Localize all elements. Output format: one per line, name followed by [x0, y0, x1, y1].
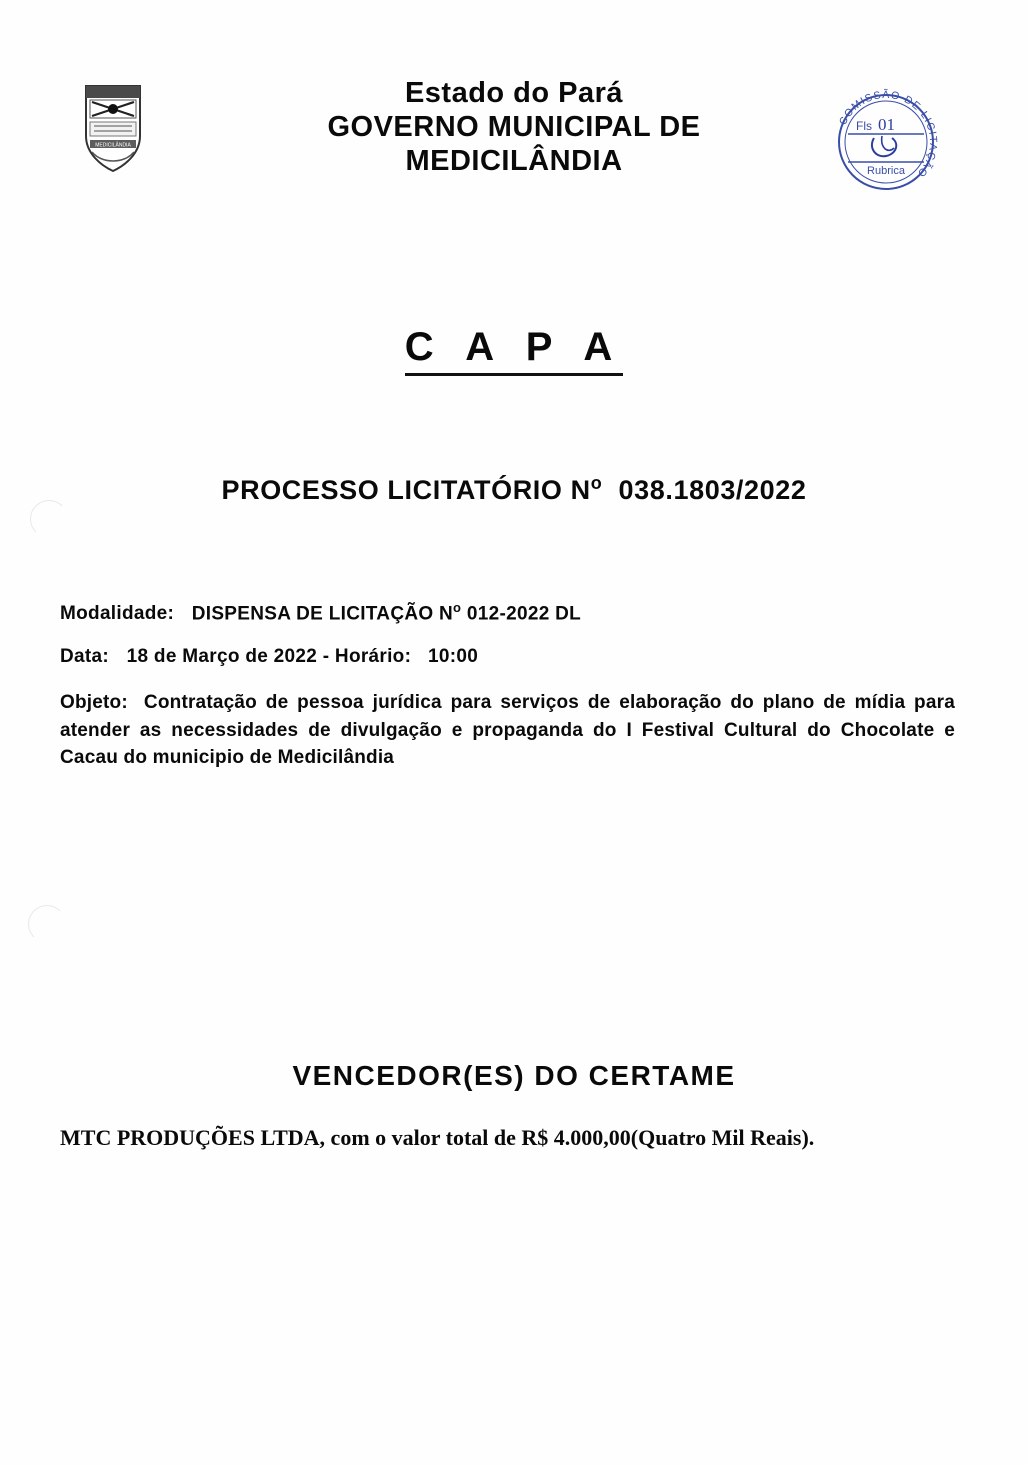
objeto-value: Contratação de pessoa jurídica para serviços de elaboração do plano de mídia para atender as necessidades de divulgação e propaganda do I Festival Cultural do Chocolate e Cacau do municipio de Medicilândia [60, 692, 955, 769]
winners-heading: VENCEDOR(ES) DO CERTAME [292, 1060, 736, 1091]
objeto-label: Objeto: [60, 692, 128, 714]
header-line-municipality: MEDICILÂNDIA [405, 145, 623, 178]
page-title [0, 325, 1028, 376]
municipal-crest-icon [80, 78, 146, 174]
header-title-block [240, 76, 788, 179]
scan-artifact [28, 905, 66, 943]
process-label-sup: o [590, 473, 603, 493]
svg-text:MEDICILÂNDIA: MEDICILÂNDIA [95, 142, 131, 149]
document-header [0, 60, 1028, 200]
details-block [60, 600, 960, 772]
modalidade-value-post: 012-2022 DL [461, 603, 582, 625]
horario-value: 10:00 [427, 646, 479, 668]
modalidade-value-pre: DISPENSA DE LICITAÇÃO N [191, 603, 454, 625]
svg-text:Fls: Fls [856, 119, 872, 133]
winners-entry: MTC PRODUÇÕES LTDA, com o valor total de R$ 4.000,00(Quatro Mil Reais). [60, 1125, 815, 1150]
modalidade-label: Modalidade: [60, 603, 175, 625]
svg-text:COMISSÃO DE LICITAÇÃO: COMISSÃO DE LICITAÇÃO [836, 88, 940, 180]
modalidade-value-sup: o [453, 600, 462, 615]
process-number-line [0, 473, 1028, 506]
data-label: Data: [60, 646, 110, 668]
objeto-row [60, 689, 955, 772]
commission-stamp-icon [826, 82, 946, 202]
header-line-government: GOVERNO MUNICIPAL DE [327, 111, 701, 144]
data-row [60, 646, 960, 668]
header-line-state: Estado do Pará [404, 77, 624, 109]
data-value: 18 de Março de 2022 - Horário: [126, 646, 412, 668]
page-title-text: C A P A [405, 325, 624, 376]
modalidade-row [60, 600, 960, 625]
process-number: 038.1803/2022 [618, 475, 807, 505]
svg-text:01: 01 [878, 115, 895, 134]
process-label: PROCESSO LICITATÓRIO N [221, 475, 591, 505]
svg-text:Rubrica: Rubrica [867, 165, 905, 177]
scan-artifact [30, 500, 68, 538]
